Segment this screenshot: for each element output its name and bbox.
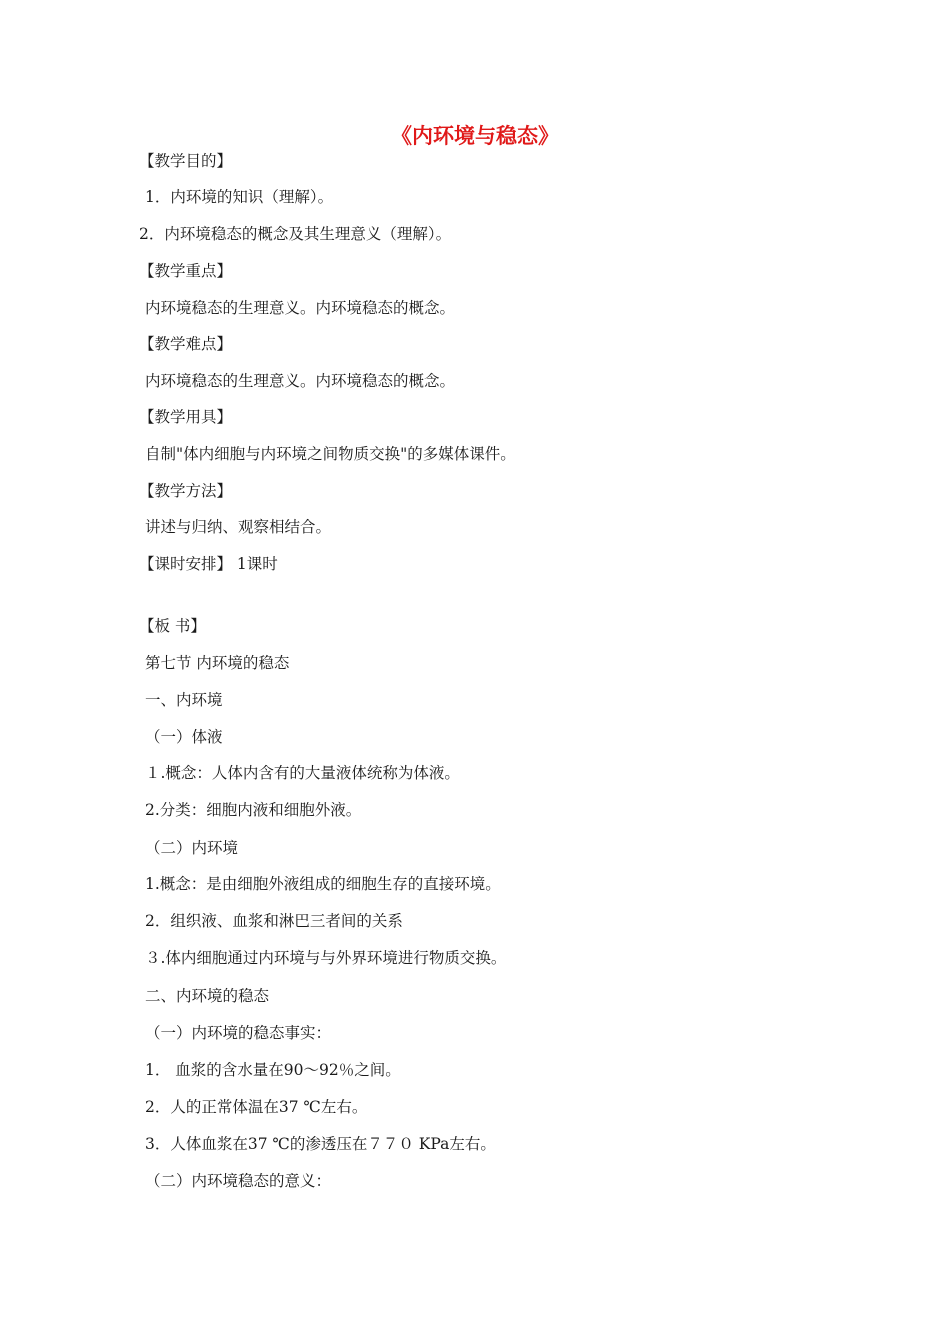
part-2-heading: 二、内环境的稳态 bbox=[145, 987, 270, 1005]
fluid-relationship: 2．组织液、血浆和淋巴三者间的关系 bbox=[145, 912, 403, 930]
document-title: 《内环境与稳态》 bbox=[391, 124, 559, 148]
heading-teaching-methods: 【教学方法】 bbox=[139, 482, 233, 500]
heading-difficulties: 【教学难点】 bbox=[139, 335, 233, 353]
heading-key-points: 【教学重点】 bbox=[139, 262, 233, 280]
fact-item-3: 3．人体血浆在37 ℃的渗透压在７７０ KPa左右。 bbox=[145, 1135, 496, 1153]
body-fluid-classification: 2.分类：细胞内液和细胞外液。 bbox=[145, 801, 362, 819]
subsection-homeostasis-significance: （二）内环境稳态的意义： bbox=[145, 1172, 332, 1190]
fact-item-2: 2．人的正常体温在37 ℃左右。 bbox=[145, 1098, 368, 1116]
heading-teaching-goals: 【教学目的】 bbox=[139, 152, 233, 170]
teaching-tools-text: 自制"体内细胞与内环境之间物质交换"的多媒体课件。 bbox=[145, 445, 516, 463]
part-1-heading: 一、内环境 bbox=[145, 691, 223, 709]
goal-item-2: 2．内环境稳态的概念及其生理意义（理解）。 bbox=[139, 225, 452, 243]
key-points-text: 内环境稳态的生理意义。内环境稳态的概念。 bbox=[145, 299, 456, 317]
teaching-methods-text: 讲述与归纳、观察相结合。 bbox=[145, 518, 332, 536]
section-title: 第七节 内环境的稳态 bbox=[145, 654, 290, 672]
heading-teaching-tools: 【教学用具】 bbox=[139, 408, 233, 426]
class-schedule: 【课时安排】 1课时 bbox=[139, 555, 278, 573]
subsection-body-fluid: （一）体液 bbox=[145, 728, 223, 746]
subsection-internal-environment: （二）内环境 bbox=[145, 839, 239, 857]
internal-environment-concept: 1.概念：是由细胞外液组成的细胞生存的直接环境。 bbox=[145, 875, 501, 893]
body-fluid-concept: １.概念：人体内含有的大量液体统称为体液。 bbox=[145, 764, 460, 782]
heading-board-notes: 【板 书】 bbox=[139, 617, 206, 635]
material-exchange: ３.体内细胞通过内环境与与外界环境进行物质交换。 bbox=[145, 949, 507, 967]
subsection-homeostasis-facts: （一）内环境的稳态事实： bbox=[145, 1024, 332, 1042]
difficulties-text: 内环境稳态的生理意义。内环境稳态的概念。 bbox=[145, 372, 456, 390]
fact-item-1: 1． 血浆的含水量在90～92％之间。 bbox=[145, 1061, 401, 1079]
goal-item-1: 1．内环境的知识（理解）。 bbox=[145, 188, 334, 206]
